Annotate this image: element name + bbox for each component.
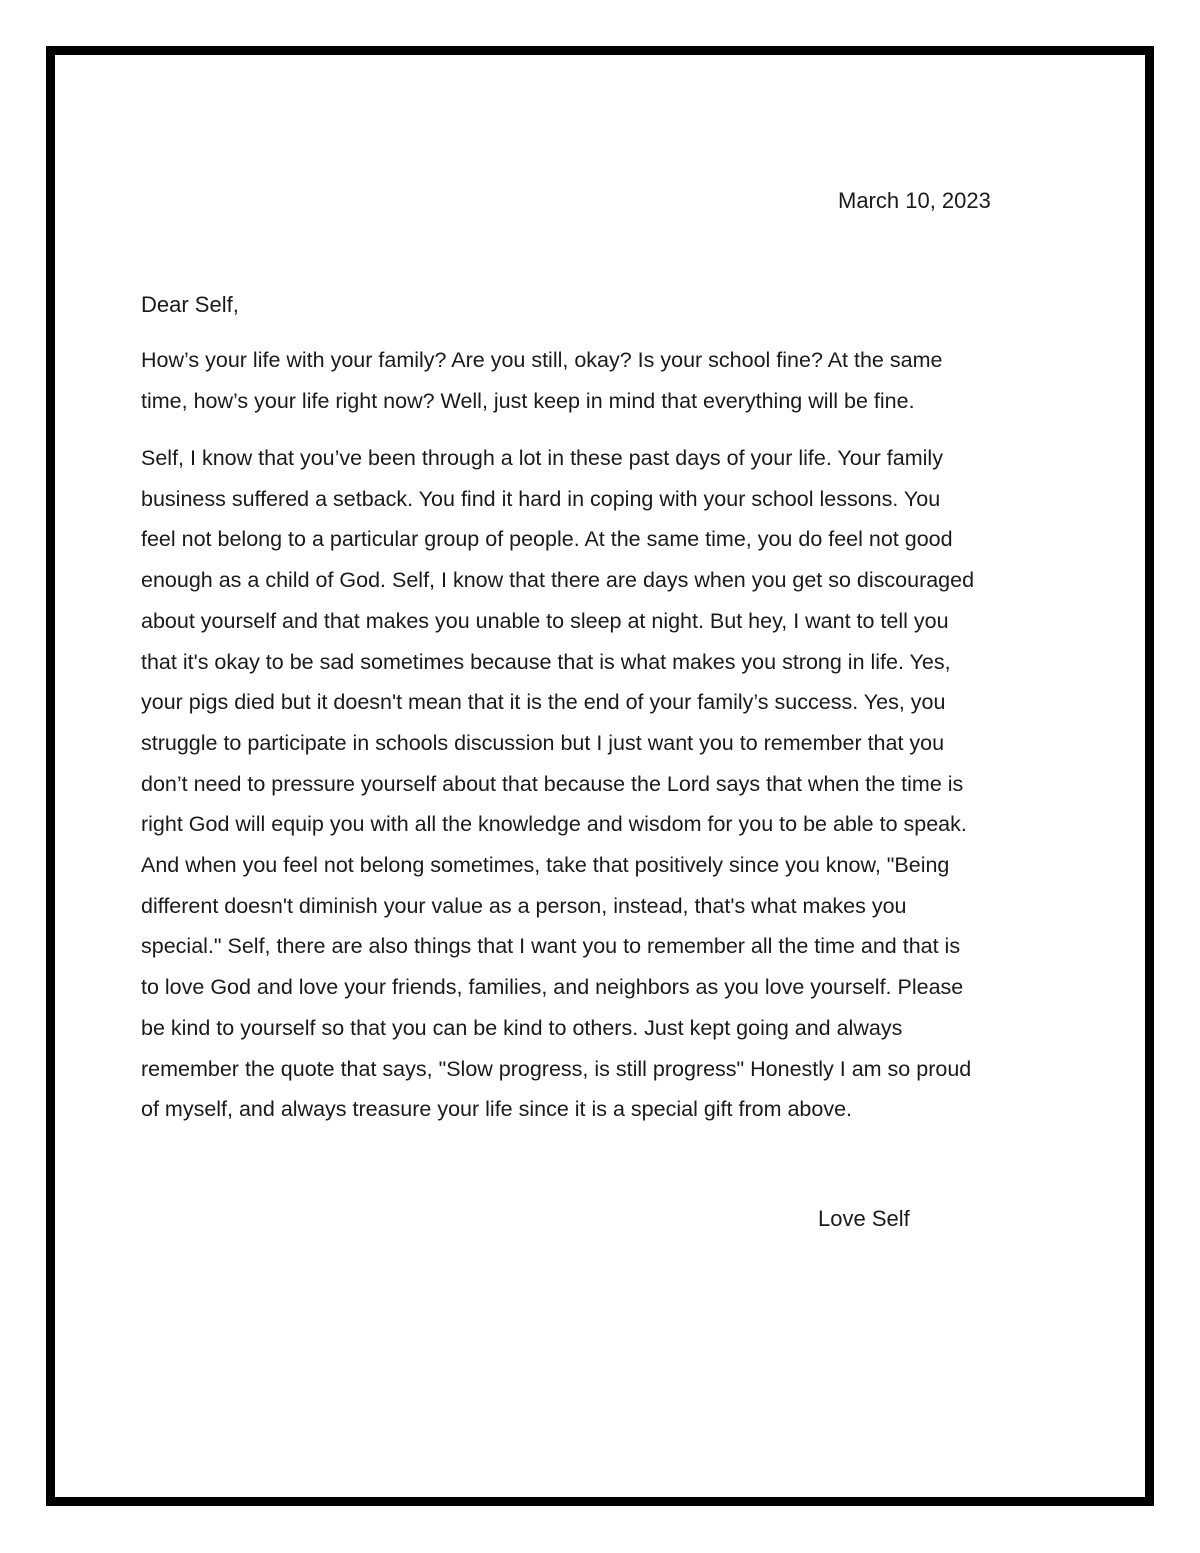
salutation: Dear Self, (141, 292, 239, 317)
paragraph-1 (141, 340, 942, 421)
paragraph-line: about yourself and that makes you unable to sleep at night. But hey, I want to tell you (141, 608, 949, 633)
paragraph-line: How’s your life with your family? Are you still, okay? Is your school fine? At the same (141, 348, 943, 372)
paragraph-line: Self, I know that you’ve been through a lot in these past days of your life. Your family (141, 446, 943, 470)
paragraph-line: that it's okay to be sad sometimes because that is what makes you strong in life. Yes, (141, 649, 951, 674)
paragraph-line: to love God and love your friends, families, and neighbors as you love yourself. Please (141, 975, 964, 1000)
paragraph-line: special." Self, there are also things that I want you to remember all the time and that is (141, 934, 961, 959)
paragraph-line: of myself, and always treasure your life since it is a special gift from above. (141, 1097, 853, 1122)
letter-date: March 10, 2023 (838, 188, 991, 213)
paragraph-line: your pigs died but it doesn't mean that it is the end of your family’s success. Yes, you (141, 690, 946, 715)
paragraph-line: don’t need to pressure yourself about that because the Lord says that when the time is (141, 771, 964, 796)
paragraph-line: And when you feel not belong sometimes, take that positively since you know, "Being (141, 853, 950, 878)
paragraph-line: right God will equip you with all the knowledge and wisdom for you to be able to speak. (141, 812, 967, 837)
paragraph-line: business suffered a setback. You find it hard in coping with your school lessons. You (141, 486, 941, 511)
closing-signoff: Love Self (818, 1206, 910, 1231)
paragraph-line: different doesn't diminish your value as a person, instead, that's what makes you (141, 893, 907, 918)
paragraph-line: feel not belong to a particular group of people. At the same time, you do feel not good (141, 527, 953, 552)
paragraph-line: enough as a child of God. Self, I know that there are days when you get so discouraged (141, 568, 975, 593)
paragraph-line: time, how’s your life right now? Well, just keep in mind that everything will be fine. (141, 388, 915, 413)
paragraph-line: remember the quote that says, "Slow progress, is still progress" Honestly I am so proud (141, 1056, 972, 1081)
paragraph-2 (141, 438, 974, 1130)
paragraph-line: be kind to yourself so that you can be kind to others. Just kept going and always (141, 1015, 903, 1040)
paragraph-line: struggle to participate in schools discussion but I just want you to remember that you (141, 730, 945, 755)
